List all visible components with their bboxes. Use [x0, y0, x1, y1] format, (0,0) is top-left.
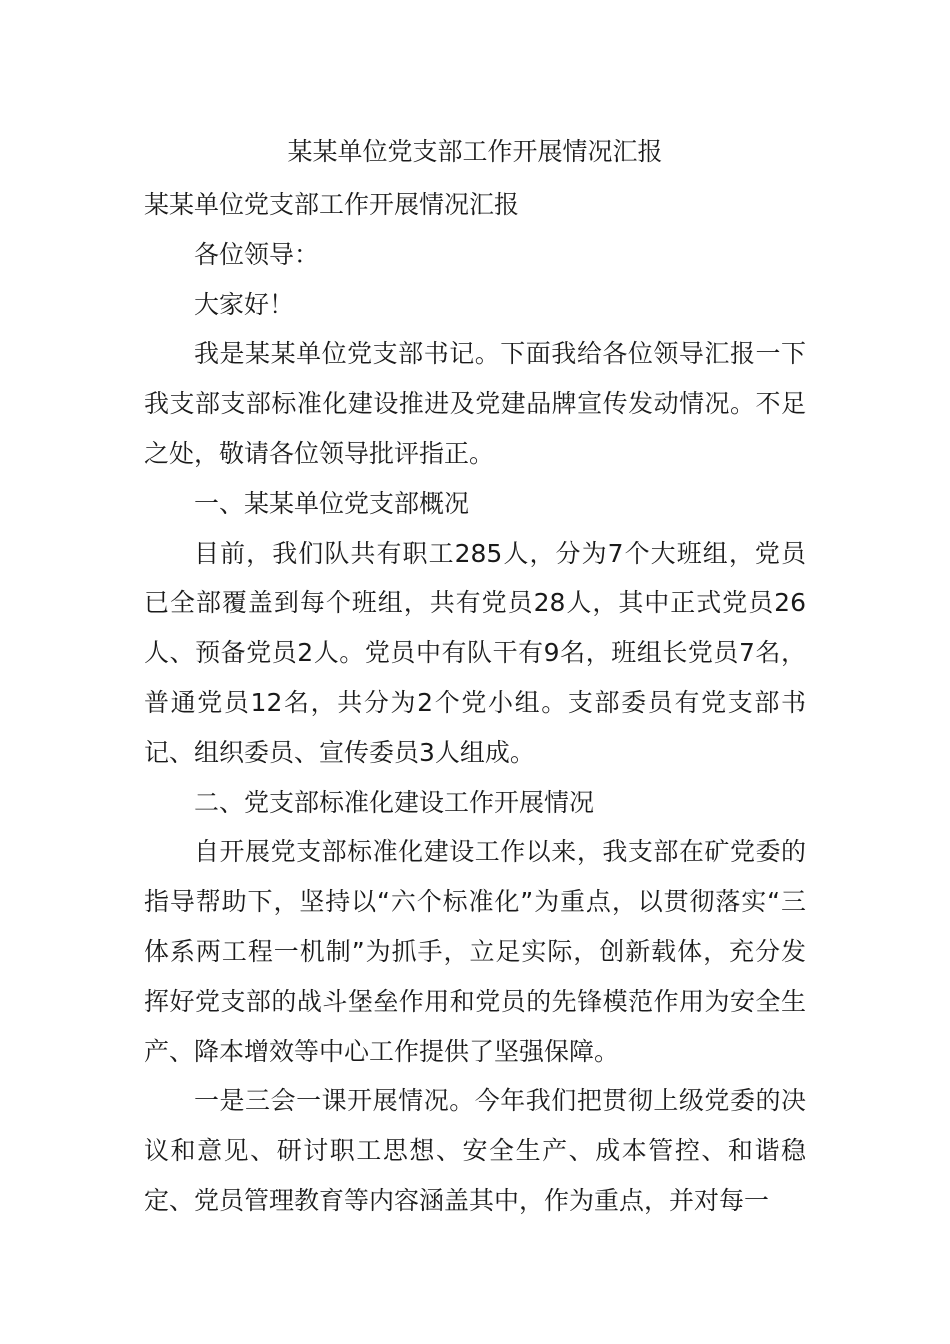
document-title: 某某单位党支部工作开展情况汇报: [287, 137, 663, 166]
section-heading-2: 二、党支部标准化建设工作开展情况: [194, 787, 595, 817]
meetings-paragraph: 一是三会一课开展情况。今年我们把贯彻上级党委的决议和意见、研讨职工思想、安全生产、成本管控、和谐稳定、党员管理教育等内容涵盖其中，作为重点，并对每一: [144, 1086, 806, 1215]
overview-paragraph: 目前，我们队共有职工285人，分为7个大班组，党员已全部覆盖到每个班组，共有党员28人，其中正式党员26人、预备党员2人。党员中有队干有9名，班组长党员7名，普通党员12名，共分为2个党小组。支部委员有党支部书记、组织委员、宣传委员3人组成。: [144, 538, 806, 767]
section-heading-1: 一、某某单位党支部概况: [194, 488, 470, 518]
intro-paragraph: 我是某某单位党支部书记。下面我给各位领导汇报一下我支部支部标准化建设推进及党建品牌宣传发动情况。不足之处，敬请各位领导批评指正。: [144, 339, 806, 468]
standardization-paragraph: 自开展党支部标准化建设工作以来，我支部在矿党委的指导帮助下，坚持以“六个标准化”为重点，以贯彻落实“三体系两工程一机制”为抓手，立足实际，创新载体，充分发挥好党支部的战斗堡垒作用和党员的先锋模范作用为安全生产、降本增效等中心工作提供了坚强保障。: [144, 837, 806, 1066]
salutation-paragraph: 各位领导：: [194, 239, 320, 269]
document-body: [144, 180, 806, 1226]
subtitle-paragraph: 某某单位党支部工作开展情况汇报: [144, 190, 520, 219]
greeting-paragraph: 大家好！: [194, 289, 295, 319]
